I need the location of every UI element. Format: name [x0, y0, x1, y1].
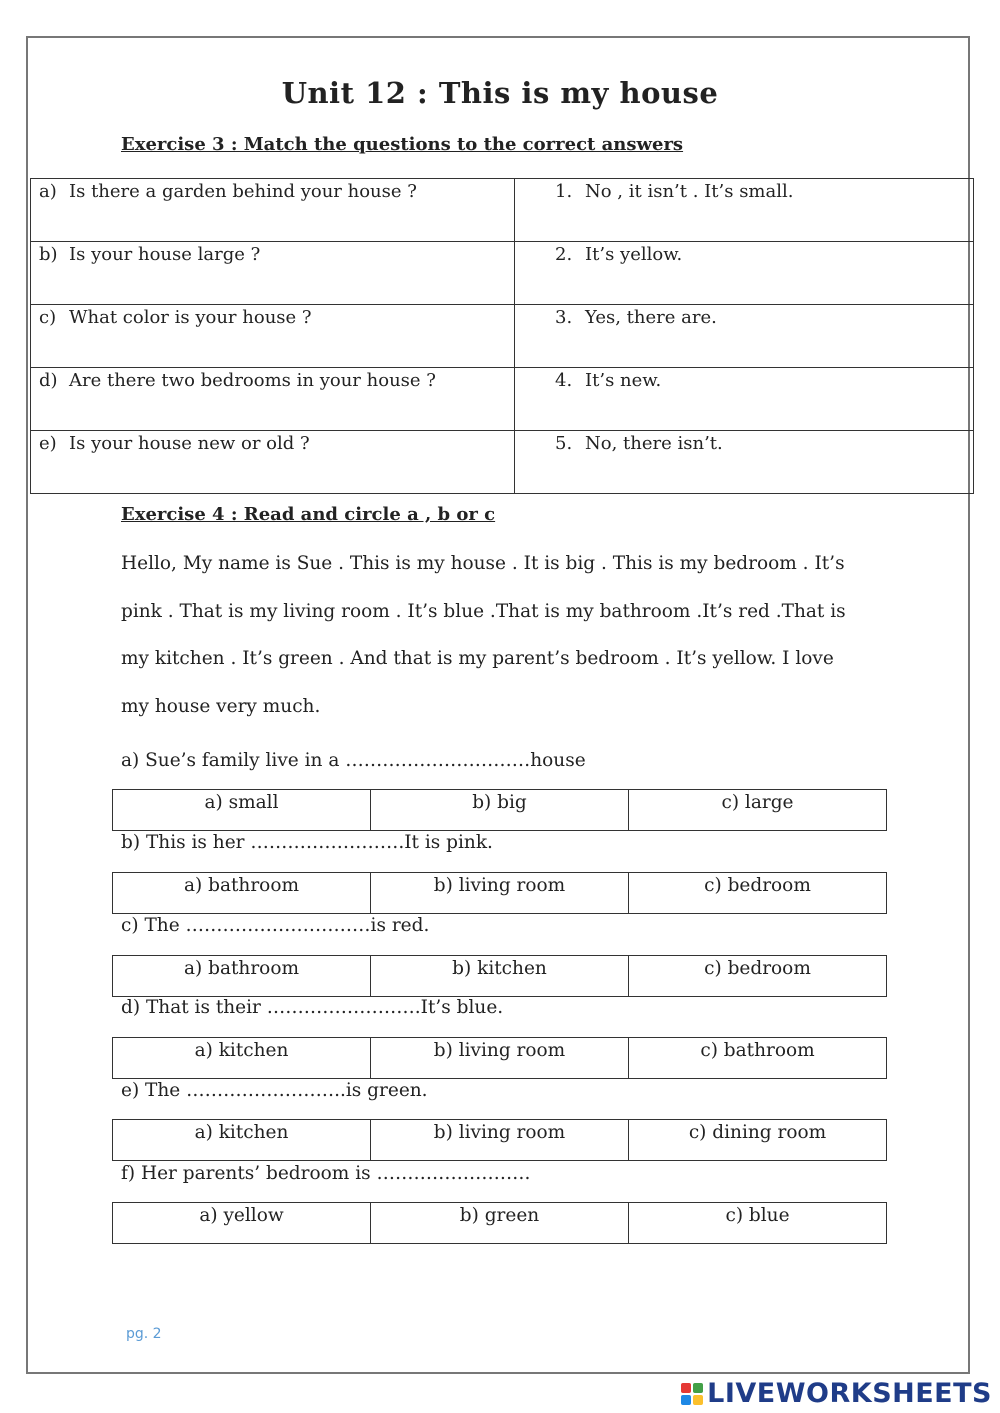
answer-number: 4.: [555, 370, 573, 391]
choice-option[interactable]: b) big: [371, 790, 629, 831]
choice-option[interactable]: a) small: [113, 790, 371, 831]
choice-option[interactable]: a) bathroom: [113, 956, 371, 997]
exercise4-heading: Exercise 4 : Read and circle a , b or c: [121, 504, 496, 525]
table-row: [31, 179, 974, 242]
reading-passage: Hello, My name is Sue . This is my house . It is big . This is my bedroom . It’s pink . That is my living room . It’s blue .That is my bathroom .It’s red .That is my kitchen . It’s green . And that is my parent’s bedroom . It’s yellow. I love my house very much.: [121, 553, 846, 717]
choices-a: [112, 789, 887, 831]
question-text: What color is your house ?: [69, 307, 312, 328]
brand-name: LIVEWORKSHEETS: [707, 1378, 992, 1409]
choices-c: [112, 955, 887, 997]
question-cell: [31, 242, 515, 305]
choice-option[interactable]: c) bedroom: [629, 873, 887, 914]
table-row: [31, 368, 974, 431]
answer-cell: [515, 431, 974, 494]
choice-option[interactable]: c) blue: [629, 1203, 887, 1244]
choice-option[interactable]: c) large: [629, 790, 887, 831]
question-letter: c): [39, 307, 57, 328]
choice-option[interactable]: c) bedroom: [629, 956, 887, 997]
question-d: d) That is their …………………….It’s blue.: [121, 997, 504, 1018]
answer-cell: [515, 179, 974, 242]
answer-number: 5.: [555, 433, 573, 454]
answer-text: It’s yellow.: [585, 244, 683, 265]
question-text: Is there a garden behind your house ?: [69, 181, 417, 202]
question-f: f) Her parents’ bedroom is …………………….: [121, 1163, 531, 1184]
question-cell: [31, 368, 515, 431]
question-text: Is your house large ?: [69, 244, 261, 265]
choice-option[interactable]: a) bathroom: [113, 873, 371, 914]
choice-option[interactable]: b) green: [371, 1203, 629, 1244]
choices-e: [112, 1119, 887, 1161]
choice-option[interactable]: b) living room: [371, 1038, 629, 1079]
question-e: e) The ……………………..is green.: [121, 1080, 428, 1101]
answer-text: It’s new.: [585, 370, 662, 391]
question-letter: e): [39, 433, 57, 454]
table-row: [31, 242, 974, 305]
choice-option[interactable]: a) kitchen: [113, 1038, 371, 1079]
answer-text: No, there isn’t.: [585, 433, 723, 454]
answer-number: 1.: [555, 181, 573, 202]
question-b: b) This is her …………………….It is pink.: [121, 832, 493, 853]
question-letter: b): [39, 244, 58, 265]
liveworksheets-logo-icon: [681, 1383, 703, 1405]
choices-d: [112, 1037, 887, 1079]
question-text: Is your house new or old ?: [69, 433, 310, 454]
answer-number: 3.: [555, 307, 573, 328]
page-number: pg. 2: [126, 1326, 162, 1342]
answer-cell: [515, 305, 974, 368]
choice-option[interactable]: b) living room: [371, 1120, 629, 1161]
choice-option[interactable]: a) kitchen: [113, 1120, 371, 1161]
answer-text: Yes, there are.: [585, 307, 717, 328]
table-row: [31, 431, 974, 494]
question-cell: [31, 305, 515, 368]
choices-b: [112, 872, 887, 914]
matching-table: [30, 178, 974, 494]
choices-f: [112, 1202, 887, 1244]
choice-option[interactable]: b) kitchen: [371, 956, 629, 997]
logo-square: [681, 1383, 691, 1393]
logo-square: [693, 1383, 703, 1393]
answer-cell: [515, 368, 974, 431]
question-letter: a): [39, 181, 57, 202]
logo-square: [681, 1395, 691, 1405]
choice-option[interactable]: c) dining room: [629, 1120, 887, 1161]
question-a: a) Sue’s family live in a …………………………house: [121, 750, 586, 771]
choice-option[interactable]: b) living room: [371, 873, 629, 914]
choice-option[interactable]: a) yellow: [113, 1203, 371, 1244]
answer-text: No , it isn’t . It’s small.: [585, 181, 794, 202]
question-letter: d): [39, 370, 58, 391]
question-text: Are there two bedrooms in your house ?: [69, 370, 436, 391]
question-cell: [31, 179, 515, 242]
question-cell: [31, 431, 515, 494]
logo-square: [693, 1395, 703, 1405]
answer-number: 2.: [555, 244, 573, 265]
liveworksheets-brand[interactable]: [681, 1378, 992, 1409]
page-title: Unit 12 : This is my house: [281, 76, 719, 110]
question-c: c) The …………………………is red.: [121, 915, 430, 936]
table-row: [31, 305, 974, 368]
answer-cell: [515, 242, 974, 305]
choice-option[interactable]: c) bathroom: [629, 1038, 887, 1079]
exercise3-heading: Exercise 3 : Match the questions to the correct answers: [121, 134, 684, 155]
